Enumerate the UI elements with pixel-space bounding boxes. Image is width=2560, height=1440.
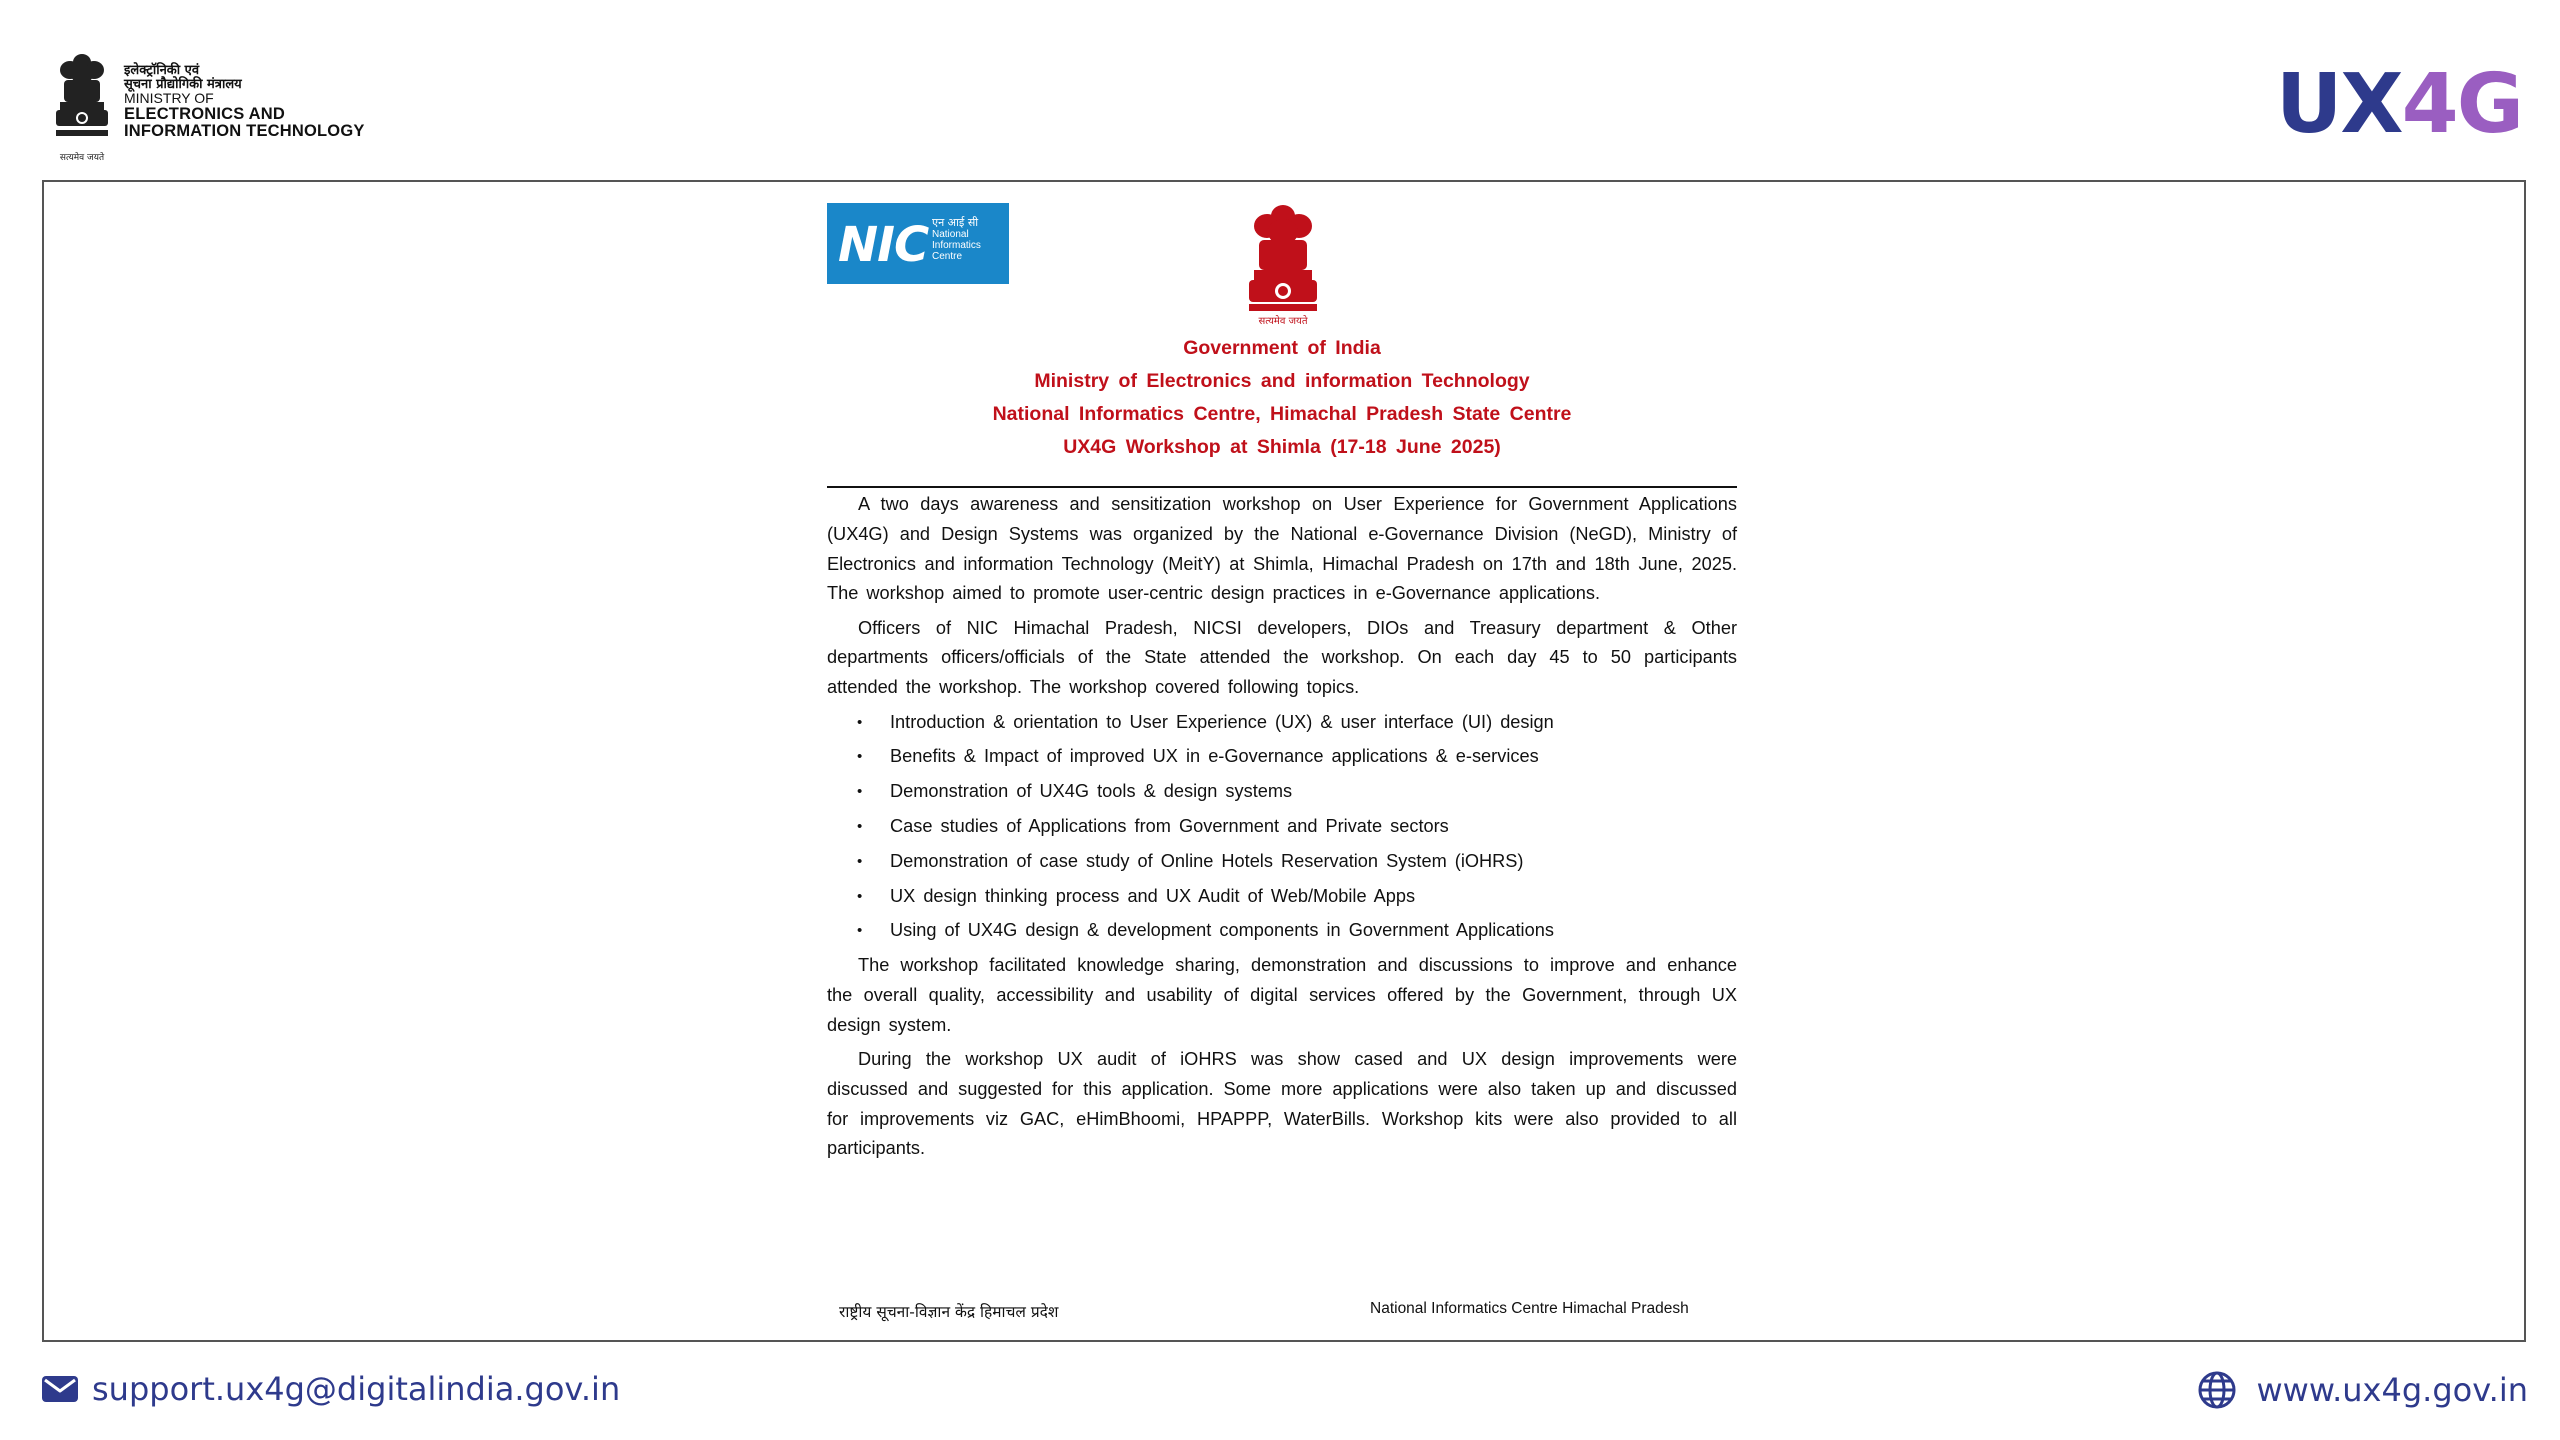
svg-text:सत्यमेव जयते: सत्यमेव जयते [1258, 316, 1308, 327]
paragraph-participants: Officers of NIC Himachal Pradesh, NICSI developers, DIOs and Treasury department & Other departments officers/officials of the State attended the workshop. On each day 45 to 50 participants attended the workshop. The workshop covered following topics. [827, 617, 1737, 698]
ministry-en-line2: ELECTRONICS AND [124, 104, 285, 123]
paragraph-audit: During the workshop UX audit of iOHRS was show cased and UX design improvements were discussed and suggested for this application. Some more applications were also taken up and discussed for improvements viz GAC, eHimBhoomi, HPAPPP, WaterBills. Workshop kits were also provided to all participants. [827, 1049, 1737, 1159]
paragraph-intro: A two days awareness and sensitization workshop on User Experience for Government Applications (UX4G) and Design Systems was organized by the National e-Governance Division (NeGD), Ministry of Electronics and information Technology (MeitY) at Shimla, Himachal Pradesh on 17th and 18th June, 2025. The workshop aimed to promote user-centric design practices in e-Governance applications. [827, 494, 1737, 604]
heading-line-government: Government of India [1183, 337, 1381, 359]
heading-line-workshop: UX4G Workshop at Shimla (17-18 June 2025) [1063, 436, 1501, 458]
list-item: • Benefits & Impact of improved UX in e-Governance applications & e-services [827, 742, 1737, 772]
ministry-hindi-line1: इलेक्ट्रॉनिकी एवं [124, 63, 200, 78]
svg-text:सत्यमेव जयते: सत्यमेव जयते [59, 153, 105, 163]
nic-logo-hindi: एन आई सी [932, 216, 979, 229]
support-email[interactable]: support.ux4g@digitalindia.gov.in [92, 1370, 621, 1408]
heading-line-ministry: Ministry of Electronics and information Technology [1034, 370, 1530, 392]
ministry-en-line1: MINISTRY OF [124, 90, 214, 107]
mail-icon [42, 1376, 78, 1402]
topics-list [827, 708, 1737, 947]
support-email-link[interactable] [42, 1370, 620, 1408]
heading-line-nic: National Informatics Centre, Himachal Pradesh State Centre [992, 403, 1572, 425]
ministry-logo [50, 52, 390, 167]
paragraph-outcome: The workshop facilitated knowledge sharing, demonstration and discussions to improve and enhance the overall quality, accessibility and usability of digital services offered by the Government, through UX design system. [827, 955, 1737, 1035]
ministry-en-line3: INFORMATION TECHNOLOGY [124, 122, 365, 141]
globe-icon [2197, 1370, 2237, 1410]
website-url[interactable]: www.ux4g.gov.in [2256, 1371, 2528, 1409]
document-footer-hindi: राष्ट्रीय सूचना-विज्ञान केंद्र हिमाचल प्रदेश [839, 1303, 1059, 1321]
document-body [827, 490, 1737, 1169]
list-item: • Case studies of Applications from Government and Private sectors [827, 812, 1737, 842]
ux4g-logo[interactable] [2275, 57, 2522, 152]
nic-logo-text: NIC [838, 217, 929, 273]
brand-g: G [2456, 57, 2522, 152]
document-footer-english: National Informatics Centre Himachal Pradesh [1370, 1300, 1689, 1317]
brand-4: 4 [2401, 57, 2457, 152]
list-item: • Demonstration of UX4G tools & design systems [827, 777, 1737, 807]
website-link[interactable] [2197, 1370, 2529, 1410]
brand-ux: UX [2275, 57, 2402, 152]
national-emblem-icon [50, 52, 114, 167]
nic-logo-sub [932, 217, 992, 262]
ministry-hindi-line2: सूचना प्रौद्योगिकी मंत्रालय [124, 76, 242, 92]
nic-logo-english: National Informatics Centre [932, 229, 981, 263]
document-heading [827, 332, 1737, 464]
heading-divider [827, 486, 1737, 488]
list-item: • UX design thinking process and UX Audit of Web/Mobile Apps [827, 882, 1737, 912]
list-item: • Demonstration of case study of Online Hotels Reservation System (iOHRS) [827, 847, 1737, 877]
list-item: • Using of UX4G design & development components in Government Applications [827, 916, 1737, 946]
ministry-name [124, 64, 365, 141]
national-emblem-icon [1241, 202, 1325, 328]
list-item: • Introduction & orientation to User Experience (UX) & user interface (UI) design [827, 708, 1737, 738]
nic-logo [827, 203, 1009, 284]
